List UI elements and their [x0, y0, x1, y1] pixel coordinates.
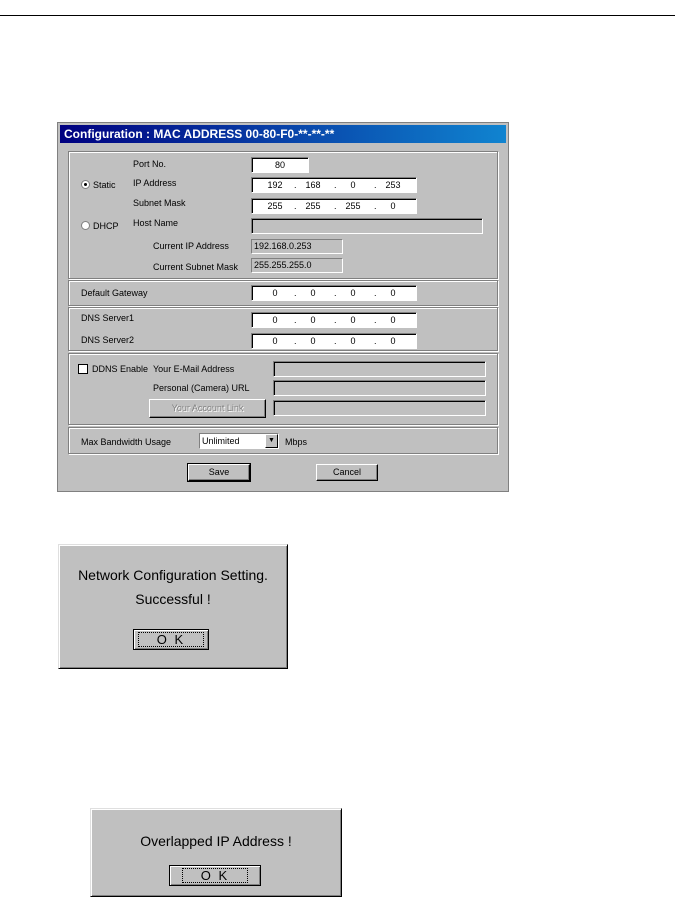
address-settings-group — [68, 151, 498, 279]
dns-group — [68, 307, 498, 351]
gateway-group — [68, 280, 498, 306]
configuration-window — [57, 122, 509, 492]
bandwidth-select[interactable]: Unlimited ▼ — [199, 433, 279, 449]
bandwidth-unit: Mbps — [285, 437, 308, 447]
dhcp-radio[interactable] — [81, 221, 90, 230]
success-message-line2: Successful ! — [135, 591, 211, 607]
static-label: Static — [93, 180, 116, 190]
account-link-input[interactable] — [273, 400, 486, 416]
ip-address-label: IP Address — [133, 178, 177, 188]
save-button[interactable]: Save — [188, 464, 250, 481]
dns2-label: DNS Server2 — [81, 335, 135, 345]
url-label: Personal (Camera) URL — [153, 383, 250, 393]
current-ip-label: Current IP Address — [153, 241, 229, 251]
page-header-rule — [0, 15, 675, 16]
bandwidth-label: Max Bandwidth Usage — [81, 437, 172, 447]
dns2-input[interactable]: 0 . 0 . 0 . 0 — [251, 333, 417, 349]
gateway-input[interactable]: 0 . 0 . 0 . 0 — [251, 285, 417, 301]
port-input[interactable]: 80 — [251, 157, 309, 173]
ddns-group — [68, 353, 498, 425]
gateway-label: Default Gateway — [81, 288, 148, 298]
dhcp-label: DHCP — [93, 221, 119, 231]
account-link-button[interactable]: Your Account Link — [149, 399, 266, 418]
overlap-ok-button[interactable]: O K — [169, 865, 261, 886]
dns1-label: DNS Server1 — [81, 313, 135, 323]
overlap-ip-dialog — [90, 808, 342, 897]
success-dialog — [58, 544, 288, 669]
current-subnet-value: 255.255.255.0 — [251, 258, 343, 273]
current-ip-value: 192.168.0.253 — [251, 239, 343, 254]
host-name-input[interactable] — [251, 218, 483, 234]
email-input[interactable] — [273, 361, 486, 377]
window-title: Configuration : MAC ADDRESS 00-80-F0-**-**-** — [60, 125, 506, 143]
ddns-enable-label: DDNS Enable — [92, 364, 149, 374]
success-message-line1: Network Configuration Setting. — [78, 567, 268, 583]
url-input[interactable] — [273, 380, 486, 396]
overlap-message: Overlapped IP Address ! — [140, 833, 292, 849]
chevron-down-icon[interactable]: ▼ — [265, 434, 278, 448]
port-label: Port No. — [133, 159, 167, 169]
bandwidth-group — [68, 427, 498, 454]
static-radio[interactable] — [81, 180, 90, 189]
success-ok-button[interactable]: O K — [133, 629, 209, 650]
current-subnet-label: Current Subnet Mask — [153, 262, 239, 272]
ip-address-input[interactable]: 192 . 168 . 0 . 253 — [251, 177, 417, 193]
email-label: Your E-Mail Address — [153, 364, 235, 374]
dns1-input[interactable]: 0 . 0 . 0 . 0 — [251, 312, 417, 328]
cancel-button[interactable]: Cancel — [316, 464, 378, 481]
subnet-mask-label: Subnet Mask — [133, 198, 186, 208]
ddns-enable-checkbox[interactable] — [78, 364, 88, 374]
host-name-label: Host Name — [133, 218, 179, 228]
subnet-mask-input[interactable]: 255 . 255 . 255 . 0 — [251, 198, 417, 214]
